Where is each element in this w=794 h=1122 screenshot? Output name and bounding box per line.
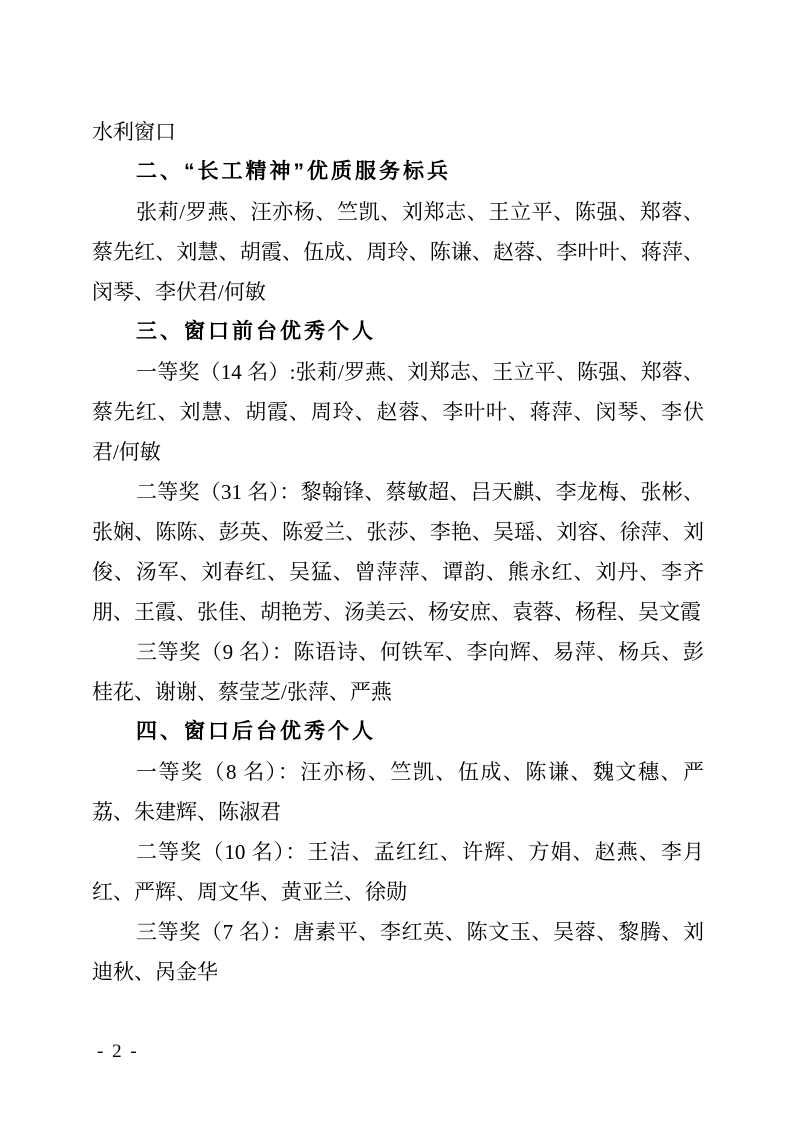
section-changgong-names-paragraph: 张莉/罗燕、汪亦杨、竺凯、刘郑志、王立平、陈强、郑蓉、蔡先红、刘慧、胡霞、伍成、周玲、陈谦、赵蓉、李叶叶、蒋萍、闵琴、李伏君/何敏 xyxy=(92,200,704,304)
page-number: - 2 - xyxy=(97,1041,139,1062)
front-desk-third-prize-paragraph: 三等奖（9 名）：陈语诗、何铁军、李向辉、易萍、杨兵、彭桂花、谢谢、蔡莹芝/张萍、严燕 xyxy=(92,640,704,704)
back-office-second-prize-paragraph: 二等奖（10 名）：王洁、孟红红、许辉、方娟、赵燕、李月红、严辉、周文华、黄亚兰、徐勋 xyxy=(92,840,704,904)
front-desk-second-prize-paragraph: 二等奖（31 名）：黎翰锋、蔡敏超、吕天麒、李龙梅、张彬、张娴、陈陈、彭英、陈爱兰、张莎、李艳、吴瑶、刘容、徐萍、刘俊、汤军、刘春红、吴猛、曾萍萍、谭韵、熊永红、刘丹、李齐朋、王霞、张佳、胡艳芳、汤美云、杨安庶、袁蓉、杨程、吴文霞 xyxy=(92,480,704,624)
section-heading-changgong-spirit: 二、“长工精神”优质服务标兵 xyxy=(136,160,451,183)
back-office-first-prize-paragraph: 一等奖（8 名）：汪亦杨、竺凯、伍成、陈谦、魏文穗、严荔、朱建辉、陈淑君 xyxy=(92,760,704,824)
section-heading-front-desk: 三、窗口前台优秀个人 xyxy=(136,320,376,343)
document-body xyxy=(92,112,704,992)
section-heading-back-office: 四、窗口后台优秀个人 xyxy=(136,720,376,743)
back-office-third-prize-paragraph: 三等奖（7 名）：唐素平、李红英、陈文玉、吴蓉、黎腾、刘迪秋、呙金华 xyxy=(92,920,704,984)
continuation-paragraph: 水利窗口 xyxy=(92,120,176,144)
front-desk-first-prize-paragraph: 一等奖（14 名）:张莉/罗燕、刘郑志、王立平、陈强、郑蓉、蔡先红、刘慧、胡霞、周玲、赵蓉、李叶叶、蒋萍、闵琴、李伏君/何敏 xyxy=(92,360,704,464)
